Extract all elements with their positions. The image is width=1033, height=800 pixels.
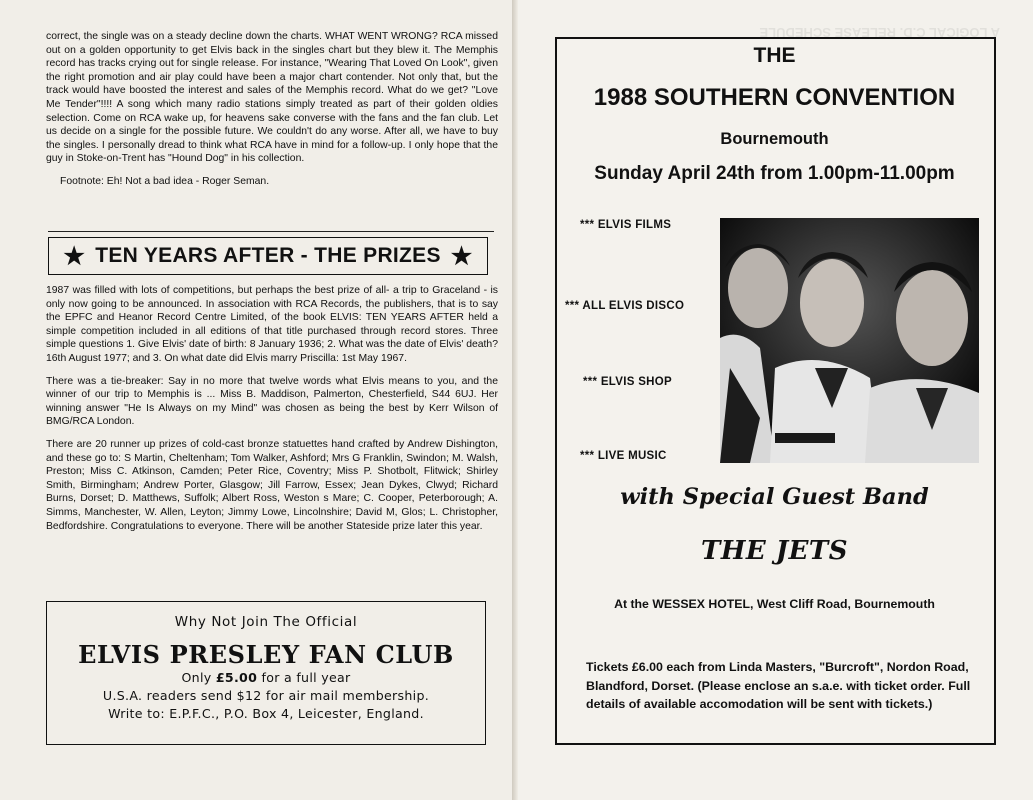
price-prefix: Only [181, 670, 216, 685]
prizes-article [46, 284, 498, 542]
price-suffix: for a full year [257, 670, 351, 685]
article-paragraph: There was a tie-breaker: Say in no more that twelve words what Elvis means to you, and the winner of our trip to Memphis is ... Miss B. Maddison, Palmerton, Chesterfield, S44 6UJ. Her winning answer "He Is Always on my Mind" was chosen as being the best by Kerr Wilson of BMG/RCA London. [46, 375, 498, 428]
fan-club-usa: U.S.A. readers send $12 for air mail membership. [102, 688, 430, 703]
feature-item: *** ELVIS FILMS [580, 219, 672, 231]
section-divider [48, 231, 494, 232]
ticket-info: Tickets £6.00 each from Linda Masters, "Burcroft", Nordon Road, Blandford, Dorset. (Please enclose an s.a.e. with ticket order. Full details of available accomodation will be sent with tickets.) [586, 660, 971, 711]
fan-club-price: £5.00 [215, 670, 258, 685]
article-paragraph: correct, the single was on a steady decline down the charts. WHAT WENT WRONG? RCA missed out on a golden opportunity to get Elvis back in the singles chart but they blew it. The Memphis record has tracks crying out for single release. For instance, "Wearing That Loved On Look", given the right promotion and air play could have been a major chart contender. Not only that, but the track would have boosted the interest and sales of the Memphis record. What do we get? "Love Me Tender"!!!! A song which many radio stations simply treated as part of their golden oldies selection. Come on RCA wake up, for heavens sake converse with the fans and the fan club. Let us decide on a single for the possible future. We couldn't do any worse. After all, we have to buy the singles. I personally dread to think what RCA have in mind for a follow-up. I only hope that the guy in Stoke-on-Trent has "Hound Dog" in his collection. [46, 31, 498, 165]
star-icon: ★ [450, 242, 473, 270]
article-top [46, 30, 498, 198]
guest-band-line: with Special Guest Band [620, 484, 929, 510]
fan-club-intro: Why Not Join The Official [174, 614, 358, 630]
fan-club-ad [46, 601, 486, 745]
band-photo [720, 218, 979, 463]
poster-title-the: THE [753, 44, 796, 67]
prizes-heading: TEN YEARS AFTER - THE PRIZES [95, 244, 441, 267]
feature-item: *** ALL ELVIS DISCO [565, 300, 685, 312]
band-name: THE JETS [700, 536, 849, 566]
fan-club-price-line [47, 669, 485, 687]
poster-title-event: 1988 SOUTHERN CONVENTION [593, 84, 956, 111]
venue-line: At the WESSEX HOTEL, West Cliff Road, Bournemouth [614, 597, 935, 611]
prizes-heading-box [48, 237, 488, 275]
feature-item: *** LIVE MUSIC [580, 450, 667, 462]
feature-item: *** ELVIS SHOP [583, 376, 672, 388]
fan-club-name: ELVIS PRESLEY FAN CLUB [78, 640, 454, 669]
page-spine [512, 0, 518, 800]
poster-title-place: Bournemouth [720, 130, 829, 148]
band-photo-image [720, 218, 979, 463]
poster-title-date: Sunday April 24th from 1.00pm-11.00pm [594, 163, 955, 184]
fan-club-address: Write to: E.P.F.C., P.O. Box 4, Leicester, England. [108, 706, 424, 721]
article-footnote: Footnote: Eh! Not a bad idea - Roger Seman. [60, 175, 270, 187]
article-paragraph: 1987 was filled with lots of competitions, but perhaps the best prize of all- a trip to Graceland - is only now going to be announced. In association with RCA Records, the publishers, that is to say the EPFC and Heanor Record Centre Limited, of the book ELVIS: TEN YEARS AFTER held a simple competition included in all editions of that title purchased through record stores. Three simple questions 1. Give Elvis' date of birth: 8 January 1936; 2. What was the date of Elvis' death? 16th August 1977; and 3. On what date did Elvis marry Priscilla: 1st May 1967. [46, 285, 498, 364]
article-paragraph: There are 20 runner up prizes of cold-cast bronze statuettes hand crafted by Andrew Dishington, and these go to: S Martin, Cheltenham; Tom Walker, Ashford; Mrs G Franklin, Swindon; M. Walsh, Preston; Miss C. Atkinson, Camden; Peter Rice, Coventry; Miss P. Shotbolt, Flitwick; Shirley Smith, Birmingham; Andrew Porter, Glasgow; Jill Farrow, Essex; Jean Dykes, Clwyd; Richard Burns, Dorset; D. Matthews, Suffolk; Albert Ross, Weston s Mare; C. Cooper, Peterborough; A. Simms, Manchester, W. Allen, Leyton; Jimmy Lowe, Lincolnshire; David M, Glos; L. Christopher, Bedfordshire. Congratulations to everyone. There will be another Stateside prize later this year. [46, 438, 498, 532]
star-icon: ★ [63, 242, 86, 270]
